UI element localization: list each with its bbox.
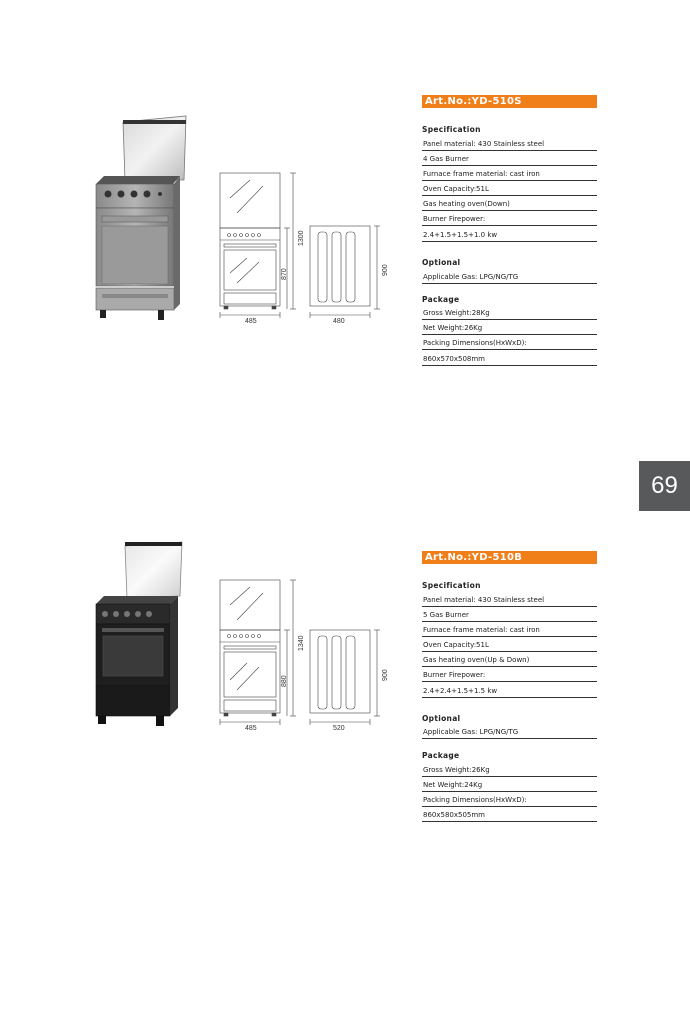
spec-row: Gas heating oven(Up & Down)	[422, 654, 597, 667]
package-row: 860x580x505mm	[422, 809, 597, 822]
dim-depth: 520	[333, 725, 345, 732]
spec-row: Furnace frame material: cast iron	[422, 168, 597, 181]
optional-row: Applicable Gas: LPG/NG/TG	[422, 271, 597, 284]
spec-row: Gas heating oven(Down)	[422, 198, 597, 211]
spec-row: 4 Gas Burner	[422, 153, 597, 166]
dim-height-open: 1300	[298, 230, 305, 246]
technical-drawing-yd-510s	[215, 168, 390, 328]
dim-height-open: 1340	[298, 635, 305, 651]
package-row: Gross Weight:28Kg	[422, 307, 597, 320]
package-row: Net Weight:26Kg	[422, 322, 597, 335]
package-row: Packing Dimensions(HxWxD):	[422, 337, 597, 350]
package-row: Packing Dimensions(HxWxD):	[422, 794, 597, 807]
optional-row: Applicable Gas: LPG/NG/TG	[422, 726, 597, 739]
spec-heading: Specification	[422, 581, 481, 590]
spec-row: Oven Capacity:51L	[422, 639, 597, 652]
spec-heading: Specification	[422, 125, 481, 134]
package-heading: Package	[422, 751, 460, 760]
optional-heading: Optional	[422, 714, 461, 723]
spec-row: Panel material: 430 Stainless steel	[422, 594, 597, 607]
page-number-tab: 69	[639, 461, 690, 511]
dim-width: 485	[245, 725, 257, 732]
spec-row: 2.4+2.4+1.5+1.5 kw	[422, 685, 597, 698]
spec-row: Panel material: 430 Stainless steel	[422, 138, 597, 151]
package-heading: Package	[422, 295, 460, 304]
optional-heading: Optional	[422, 258, 461, 267]
dim-side-height: 900	[382, 264, 389, 276]
dim-width: 485	[245, 318, 257, 325]
spec-row: Furnace frame material: cast iron	[422, 624, 597, 637]
spec-row: 5 Gas Burner	[422, 609, 597, 622]
dim-height: 880	[281, 675, 288, 687]
art-number-bar: Art.No.:YD-510B	[422, 551, 597, 564]
package-row: Net Weight:24Kg	[422, 779, 597, 792]
package-row: Gross Weight:26Kg	[422, 764, 597, 777]
dim-height: 870	[281, 268, 288, 280]
product-photo-stainless	[88, 112, 188, 337]
product-photo-black	[90, 538, 190, 738]
package-row: 860x570x508mm	[422, 353, 597, 366]
spec-row: Oven Capacity:51L	[422, 183, 597, 196]
spec-row: Burner Firepower:	[422, 669, 597, 682]
dim-depth: 480	[333, 318, 345, 325]
spec-row: 2.4+1.5+1.5+1.0 kw	[422, 229, 597, 242]
technical-drawing-yd-510b	[215, 575, 390, 735]
dim-side-height: 900	[382, 669, 389, 681]
art-number-bar: Art.No.:YD-510S	[422, 95, 597, 108]
spec-row: Burner Firepower:	[422, 213, 597, 226]
drawing-glass-lid	[220, 173, 280, 228]
